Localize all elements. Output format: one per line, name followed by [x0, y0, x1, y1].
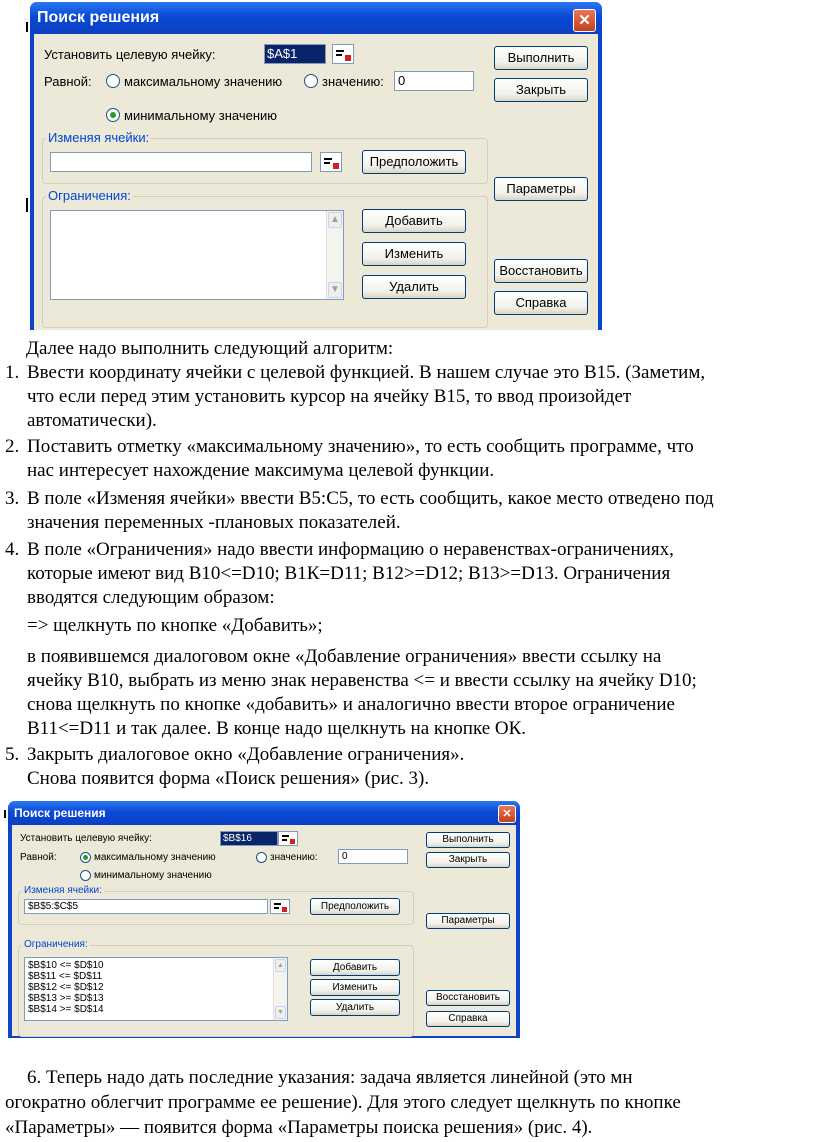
- collapse-dialog-icon[interactable]: [278, 831, 298, 846]
- step-line: значения переменных -плановых показателей.: [27, 512, 401, 533]
- radio-min-label[interactable]: минимальному значению: [124, 108, 278, 123]
- guess-button[interactable]: Предположить: [362, 150, 466, 174]
- dialog-titlebar[interactable]: [30, 2, 602, 34]
- step-line: которые имеют вид В10<=D10; В1К=D11; В12>=D12; В13>=D13. Ограничения: [27, 563, 671, 584]
- step-line: Снова появится форма «Поиск решения» (рис. 3).: [27, 768, 430, 789]
- constraint-item[interactable]: $B$14 >= $D$14: [28, 1004, 104, 1015]
- target-cell-input[interactable]: $B$16: [220, 831, 278, 846]
- dialog-client: [12, 825, 516, 1036]
- step-number: 5.: [5, 744, 20, 765]
- guess-button[interactable]: Предположить: [310, 898, 400, 915]
- step-line: Закрыть диалоговое окно «Добавление ограничения».: [27, 744, 465, 765]
- sheet-edge-mark: [26, 198, 28, 212]
- sheet-edge-mark: [26, 22, 28, 32]
- final-line: огократно облегчит программе ее решение). Для этого следует щелкнуть по кнопке: [5, 1092, 681, 1113]
- step-line: нас интересует нахождение максимума целевой функции.: [27, 460, 495, 481]
- reset-button[interactable]: Восстановить: [426, 990, 510, 1006]
- final-line: «Параметры» — появится форма «Параметры поиска решения» (рис. 4).: [5, 1117, 593, 1138]
- constraint-item[interactable]: $B$13 >= $D$13: [28, 993, 104, 1004]
- target-cell-label: Установить целевую ячейку:: [20, 833, 152, 844]
- delete-button[interactable]: Удалить: [310, 999, 400, 1016]
- scroll-up-icon[interactable]: ▲: [275, 959, 286, 972]
- add-button[interactable]: Добавить: [310, 959, 400, 976]
- step-line: вводятся следующим образом:: [27, 587, 275, 608]
- radio-max-icon[interactable]: [80, 852, 91, 863]
- dialog-titlebar[interactable]: [8, 801, 520, 825]
- dialog-client: [34, 34, 598, 330]
- close-icon[interactable]: ✕: [573, 9, 596, 32]
- changing-cells-label: Изменяя ячейки:: [24, 885, 102, 896]
- sub-step-line: ячейку В10, выбрать из меню знак неравенства <= и ввести ссылку на ячейку D10;: [27, 670, 697, 691]
- close-icon[interactable]: ✕: [498, 805, 516, 823]
- help-button[interactable]: Справка: [426, 1011, 510, 1027]
- radio-max-icon[interactable]: [106, 74, 120, 88]
- change-button[interactable]: Изменить: [362, 242, 466, 266]
- constraint-item[interactable]: $B$10 <= $D$10: [28, 960, 104, 971]
- step-number: 3.: [5, 488, 20, 509]
- radio-value-icon[interactable]: [256, 852, 267, 863]
- solver-dialog-1: [30, 2, 602, 330]
- radio-min-label[interactable]: минимальному значению: [94, 870, 212, 881]
- radio-value-label[interactable]: значению:: [270, 852, 318, 863]
- final-line: 6. Теперь надо дать последние указания: задача является линейной (это мн: [27, 1067, 633, 1088]
- sub-step-line: В11<=D11 и так далее. В конце надо щелкнуть на кнопке ОК.: [27, 718, 527, 739]
- solve-button[interactable]: Выполнить: [426, 832, 510, 848]
- target-cell-input[interactable]: $A$1: [264, 44, 326, 64]
- sheet-edge-mark: [4, 810, 6, 818]
- options-button[interactable]: Параметры: [426, 913, 510, 929]
- radio-min-icon[interactable]: [106, 108, 120, 122]
- value-input[interactable]: 0: [394, 71, 474, 91]
- dialog-title: Поиск решения: [37, 9, 160, 26]
- sub-step-line: в появившемся диалоговом окне «Добавление ограничения» ввести ссылку на: [27, 646, 662, 667]
- radio-value-icon[interactable]: [304, 74, 318, 88]
- radio-max-label[interactable]: максимальному значению: [94, 852, 216, 863]
- radio-value-label[interactable]: значению:: [322, 74, 384, 89]
- collapse-dialog-icon[interactable]: [270, 899, 290, 914]
- equal-label: Равной:: [20, 852, 57, 863]
- constraints-scrollbar[interactable]: [273, 958, 287, 1020]
- scroll-down-icon[interactable]: ▼: [275, 1006, 286, 1019]
- step-line: автоматически).: [27, 410, 157, 431]
- sub-step-line: снова щелкнуть по кнопке «добавить» и аналогично ввести второе ограничение: [27, 694, 675, 715]
- step-line: что если перед этим установить курсор на ячейку В15, то ввод произойдет: [27, 386, 632, 407]
- step-number: 2.: [5, 436, 20, 457]
- close-button[interactable]: Закрыть: [494, 78, 588, 102]
- scroll-up-icon[interactable]: ▲: [328, 212, 342, 228]
- dialog-title: Поиск решения: [14, 806, 106, 820]
- step-number: 1.: [5, 362, 20, 383]
- step-line: В поле «Изменяя ячейки» ввести В5:С5, то есть сообщить, какое место отведено под: [27, 488, 714, 509]
- collapse-dialog-icon[interactable]: [332, 44, 354, 64]
- close-button[interactable]: Закрыть: [426, 852, 510, 868]
- step-line: В поле «Ограничения» надо ввести информацию о неравенствах-ограничениях,: [27, 539, 674, 560]
- step-line: Поставить отметку «максимальному значению», то есть сообщить программе, что: [27, 436, 694, 457]
- constraints-scrollbar[interactable]: [326, 211, 343, 299]
- collapse-dialog-icon[interactable]: [320, 152, 342, 172]
- scroll-down-icon[interactable]: ▼: [328, 282, 342, 298]
- solve-button[interactable]: Выполнить: [494, 46, 588, 70]
- constraint-item[interactable]: $B$12 <= $D$12: [28, 982, 104, 993]
- sub-step-add: => щелкнуть по кнопке «Добавить»;: [27, 615, 323, 636]
- constraints-label: Ограничения:: [24, 939, 88, 950]
- options-button[interactable]: Параметры: [494, 177, 588, 201]
- step-line: Ввести координату ячейки с целевой функцией. В нашем случае это В15. (Заметим,: [27, 362, 706, 383]
- constraints-list[interactable]: [50, 210, 344, 300]
- constraint-item[interactable]: $B$11 <= $D$11: [28, 971, 103, 982]
- help-button[interactable]: Справка: [494, 291, 588, 315]
- solver-dialog-2: [8, 801, 520, 1038]
- value-input[interactable]: 0: [338, 849, 408, 864]
- intro-text: Далее надо выполнить следующий алгоритм:: [26, 338, 394, 359]
- changing-cells-input[interactable]: [50, 152, 312, 172]
- reset-button[interactable]: Восстановить: [494, 259, 588, 283]
- changing-cells-input[interactable]: $B$5:$C$5: [24, 899, 268, 914]
- change-button[interactable]: Изменить: [310, 979, 400, 996]
- changing-cells-label: Изменяя ячейки:: [48, 130, 150, 145]
- add-button[interactable]: Добавить: [362, 209, 466, 233]
- step-number: 4.: [5, 539, 20, 560]
- target-cell-label: Установить целевую ячейку:: [44, 47, 216, 62]
- delete-button[interactable]: Удалить: [362, 275, 466, 299]
- radio-max-label[interactable]: максимальному значению: [124, 74, 283, 89]
- equal-label: Равной:: [44, 74, 92, 89]
- constraints-label: Ограничения:: [48, 188, 131, 203]
- constraints-list[interactable]: [24, 957, 288, 1021]
- radio-min-icon[interactable]: [80, 870, 91, 881]
